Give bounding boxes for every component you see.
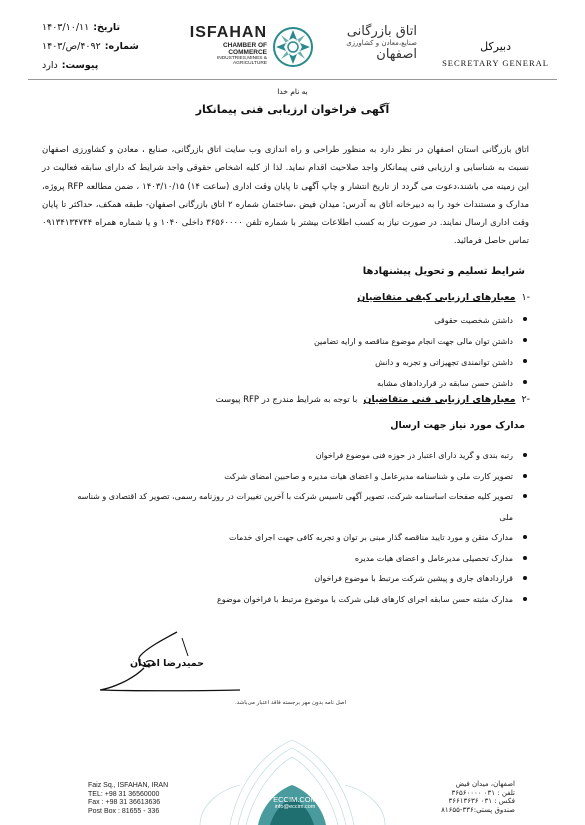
signature-block bbox=[92, 628, 252, 700]
secretariat-fa: دبیرکل bbox=[480, 40, 511, 53]
criteria-1-title: معیارهای ارزیابی کیفی متقاضیان bbox=[357, 292, 516, 303]
footer-en-line: TEL: +98 31 36560000 bbox=[88, 790, 160, 798]
attachment-label: پیوست: bbox=[61, 60, 99, 71]
logo-en-sub2: INDUSTRIES,MINES & AGRICULTURE bbox=[216, 56, 267, 66]
chamber-logo bbox=[185, 24, 420, 70]
footer-contact-fa bbox=[425, 780, 515, 814]
logo-persian bbox=[317, 24, 417, 62]
criteria-1-list bbox=[67, 310, 527, 394]
list-item: مدارک تحصیلی مدیرعامل و اعضای هیات مدیره bbox=[67, 549, 527, 570]
logo-en-sub1: CHAMBER OF COMMERCE bbox=[222, 42, 267, 56]
list-item: تصویر کلیه صفحات اساسنامه شرکت، تصویر آگهی تاسیس شرکت با آخرین تغییرات در روزنامه رسمی، تصویر کد اقتصادی و شناسه ملی bbox=[67, 487, 527, 528]
footer-fa-line: اصفهان، میدان فیض bbox=[455, 780, 515, 788]
logo-en-title: ISFAHAN bbox=[189, 24, 267, 41]
criteria-1 bbox=[357, 292, 530, 303]
footer-fa-line: تلفن : ۰۳۱ ۳۶۵۶۰۰۰۰ bbox=[451, 788, 515, 797]
date-value: ۱۴۰۳/۱۰/۱۱ bbox=[42, 22, 90, 33]
footer-contact-en bbox=[88, 782, 168, 816]
logo-fa-line2: صنایع،معادن و کشاورزی bbox=[346, 39, 417, 47]
list-item: داشتن شخصیت حقوقی bbox=[67, 310, 527, 331]
list-item: رتبه بندی و گرید دارای اعتبار در حوزه فنی موضوع فراخوان bbox=[67, 446, 527, 467]
secretariat-block bbox=[442, 40, 549, 68]
list-item: داشتن حسن سابقه در قراردادهای مشابه bbox=[67, 373, 527, 394]
chamber-emblem-icon bbox=[272, 26, 314, 68]
section-title-documents: مدارک مورد نیاز جهت ارسال bbox=[390, 420, 525, 431]
attachment-value: دارد bbox=[42, 60, 58, 71]
section-title-submission: شرایط تسلیم و تحویل پیشنهادها bbox=[362, 266, 525, 277]
list-item: مدارک متقن و مورد تایید مناقصه گذار مبنی بر توان و تجربه کافی جهت اجرای خدمات bbox=[67, 528, 527, 549]
criteria-2-number: -۲ bbox=[521, 394, 530, 405]
list-item: قراردادهای جاری و پیشین شرکت مرتبط با موضوع فراخوان bbox=[67, 569, 527, 590]
letter-meta bbox=[42, 18, 152, 75]
footer-fa-line: فکس : ۰۳۱ ۳۶۶۱۳۶۳۶ bbox=[448, 797, 515, 805]
bismillah: به نام خدا bbox=[277, 87, 308, 96]
signatory-name: حمیدرضا امیدان bbox=[130, 658, 204, 669]
footer-en-line: Fax : +98 31 36613636 bbox=[88, 799, 161, 806]
footer-en-line: Faiz Sq., ISFAHAN, IRAN bbox=[88, 782, 169, 789]
criteria-2-note: با توجه به شرایط مندرج در RFP پیوست bbox=[215, 395, 358, 405]
documents-list bbox=[67, 446, 527, 610]
letter-paragraph: اتاق بازرگانی استان اصفهان در نظر دارد به منظور طراحی و راه اندازی وب سایت اتاق بازرگانی، صنایع ، معادن و کشاورزی اصفهان نسبت به شناسایی و ارزیابی فنی پیمانکار واجد صلاحیت اقدام نماید. لذا از کلیه اشخاص حقوقی واجد شرایط که دارای سابقه فعالیت در این زمینه می باشند،دعوت می گردد از تاریخ انتشار و چاپ آگهی تا پایان وقت اداری (ساعت ۱۴) ۱۴۰۳/۱۰/۱۵ ، ضمن مطالعه RFP پروژه، مدارک و مستندات خود را به دبیرخانه اتاق به آدرس: میدان فیض ،ساختمان شماره ۲ اتاق بازرگانی اصفهان- طبقه همکف، حداکثر تا پایان وقت اداری ارسال نمایند. در صورت نیاز به کسب اطلاعات بیشتر با شماره تلفن ۳۶۵۶۰۰۰۰ داخلی ۱۰۴۰ و یا شماره همراه ۰۹۱۳۴۱۳۴۷۴۴ تماس حاصل فرمائید. bbox=[42, 145, 529, 247]
letter-title: آگهی فراخوان ارزیابی فنی پیمانکار bbox=[195, 103, 390, 116]
list-item: داشتن توانمندی تجهیزاتی و تجربه و دانش bbox=[67, 352, 527, 373]
footer-web bbox=[265, 795, 325, 810]
logo-english bbox=[185, 24, 267, 66]
secretariat-en: SECRETARY GENERAL bbox=[442, 58, 549, 68]
footer-email[interactable]: info@eccim.com bbox=[274, 804, 316, 810]
criteria-2-title: معیارهای ارزیابی فنی متقاضیان bbox=[363, 394, 516, 405]
list-item: مدارک مثبته حسن سابقه اجرای کارهای قبلی شرکت با موضوع مرتبط با فراخوان موضوع bbox=[67, 590, 527, 611]
footer-en-line: Post Box : 81655 - 336 bbox=[88, 807, 160, 815]
logo-fa-line1: اتاق بازرگانی bbox=[346, 24, 417, 39]
date-label: تاریخ: bbox=[93, 22, 121, 33]
footer-fa-line: صندوق پستی:۳۳۶-۸۱۶۵۵ bbox=[441, 805, 515, 814]
list-item: داشتن توان مالی جهت انجام موضوع مناقصه و ارایه تضامین bbox=[67, 331, 527, 352]
validity-note: اصل نامه بدون مهر برجسته فاقد اعتبار می‌باشد. bbox=[235, 700, 347, 706]
criteria-1-number: -۱ bbox=[521, 292, 530, 303]
list-item: تصویر کارت ملی و شناسنامه مدیرعامل و اعضای هیات مدیره و صاحبین امضای شرکت bbox=[67, 467, 527, 488]
footer-website[interactable]: ECCIM.COM bbox=[273, 795, 317, 804]
number-label: شماره: bbox=[104, 41, 139, 52]
logo-fa-line3: اصفهان bbox=[376, 47, 417, 62]
number-value: ۴۰۹۲/ص/۱۴۰۳ bbox=[42, 41, 101, 52]
criteria-2 bbox=[216, 394, 530, 405]
header-divider bbox=[28, 79, 557, 80]
